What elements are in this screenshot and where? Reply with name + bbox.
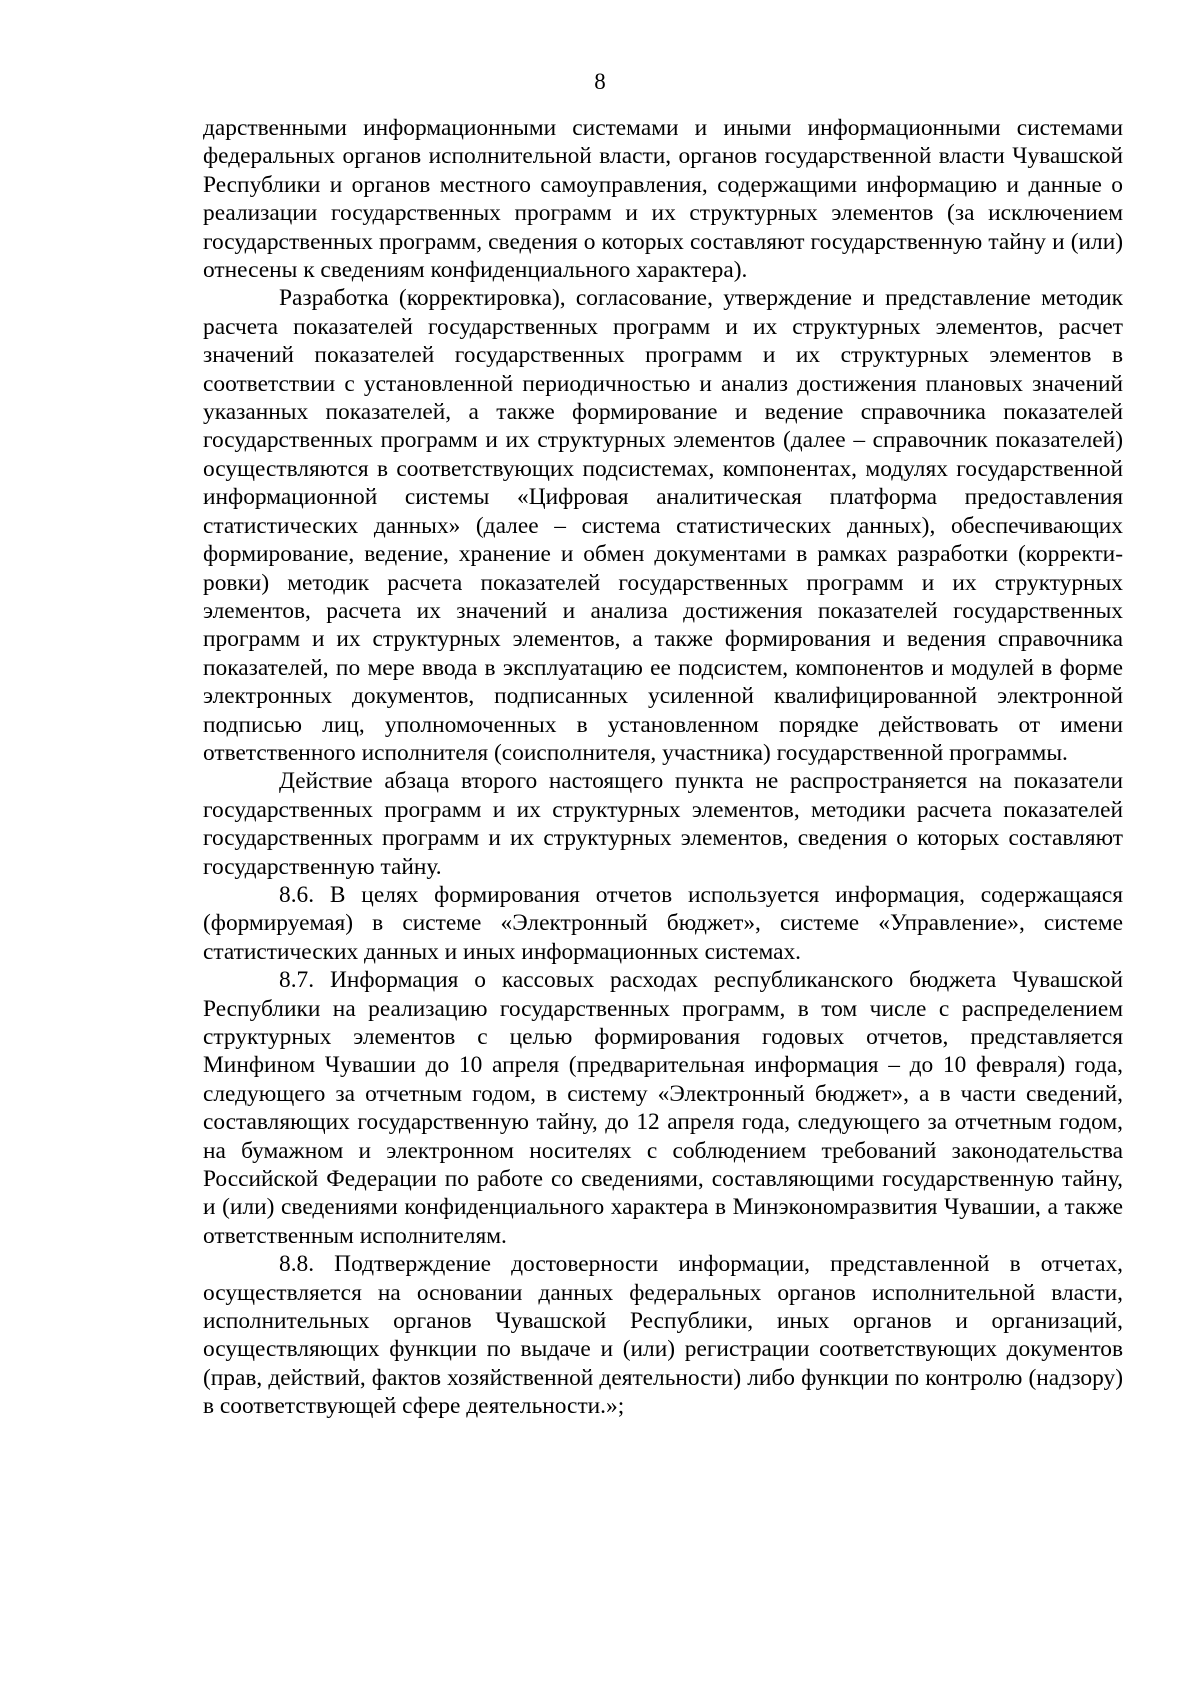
paragraph-5: 8.7. Информация о кассовых расходах республиканского бюджета Чувашской Республики на реализацию государственных программ, в том числе с распределением структурных элементов с целью формирования годовых отчетов, представляется Минфином Чувашии до 10 апреля (предварительная информация – до 10 февраля) года, следующего за отчетным годом, в систему «Электронный бюджет», а в части сведений, составляющих государственную тайну, до 12 апреля года, следующего за отчетным годом, на бумажном и электронном носителях с соблюдением требований законодательства Российской Федерации по работе со сведениями, составляющими государственную тайну, и (или) сведениями конфиденциального характера в Минэкономразвития Чувашии, а также ответственным исполнителям. (203, 967, 1123, 1249)
paragraph-3: Действие абзаца второго настоящего пункта не распространяется на показатели государственных программ и их структурных элементов, методики расчета показателей государственных программ и их структурных элементов, сведения о которых составляют государственную тайну. (203, 768, 1123, 880)
paragraph-1: дарственными информационными системами и иными информационными системами федеральных органов исполнительной власти, органов государственной власти Чувашской Республики и органов местного самоуправления, содержащими информацию и данные о реализации государственных программ и их структурных элементов (за исключением государственных программ, сведения о которых составляют государственную тайну и (или) отнесены к сведениям конфиденциального характера). (203, 115, 1123, 284)
page-number: 8 (594, 69, 606, 94)
paragraph-4: 8.6. В целях формирования отчетов используется информация, содержащаяся (формируемая) в системе «Электронный бюджет», системе «Управление», системе статистических данных и иных информационных системах. (203, 881, 1123, 965)
document-body (203, 114, 1123, 1421)
paragraph-2: Разработка (корректировка), согласование, утверждение и представление методик расчета показателей государственных программ и их структурных элементов, расчет значений показателей государственных программ и их структурных элементов в соответствии с установленной периодичностью и анализ достижения плановых значений указанных показателей, а также формирование и ведение справочника показателей государственных программ и их структурных элементов (далее – справочник показателей) осуществляются в соответствующих подсистемах, компонентах, модулях государственной информационной системы «Цифровая аналитическая платформа предоставления статистических данных» (далее – система статистических данных), обеспечивающих формирование, ведение, хранение и обмен документами в рамках разработки (корректировки) методик расчета показателей государственных программ и их структурных элементов, расчета их значений и анализа достижения показателей государственных программ и их структурных элементов, а также формирования и ведения справочника показателей, по мере ввода в эксплуатацию ее подсистем, компонентов и модулей в форме электронных документов, подписанных усиленной квалифицированной электронной подписью лиц, уполномоченных в установленном порядке действовать от имени ответственного исполнителя (соисполнителя, участника) государственной программы. (203, 285, 1123, 766)
paragraph-6: 8.8. Подтверждение достоверности информации, представленной в отчетах, осуществляется на основании данных федеральных органов исполнительной власти, исполнительных органов Чувашской Республики, иных органов и организаций, осуществляющих функции по выдаче и (или) регистрации соответствующих документов (прав, действий, фактов хозяйственной деятельности) либо функции по контролю (надзору) в соответствующей сфере деятельности.»; (203, 1251, 1123, 1420)
